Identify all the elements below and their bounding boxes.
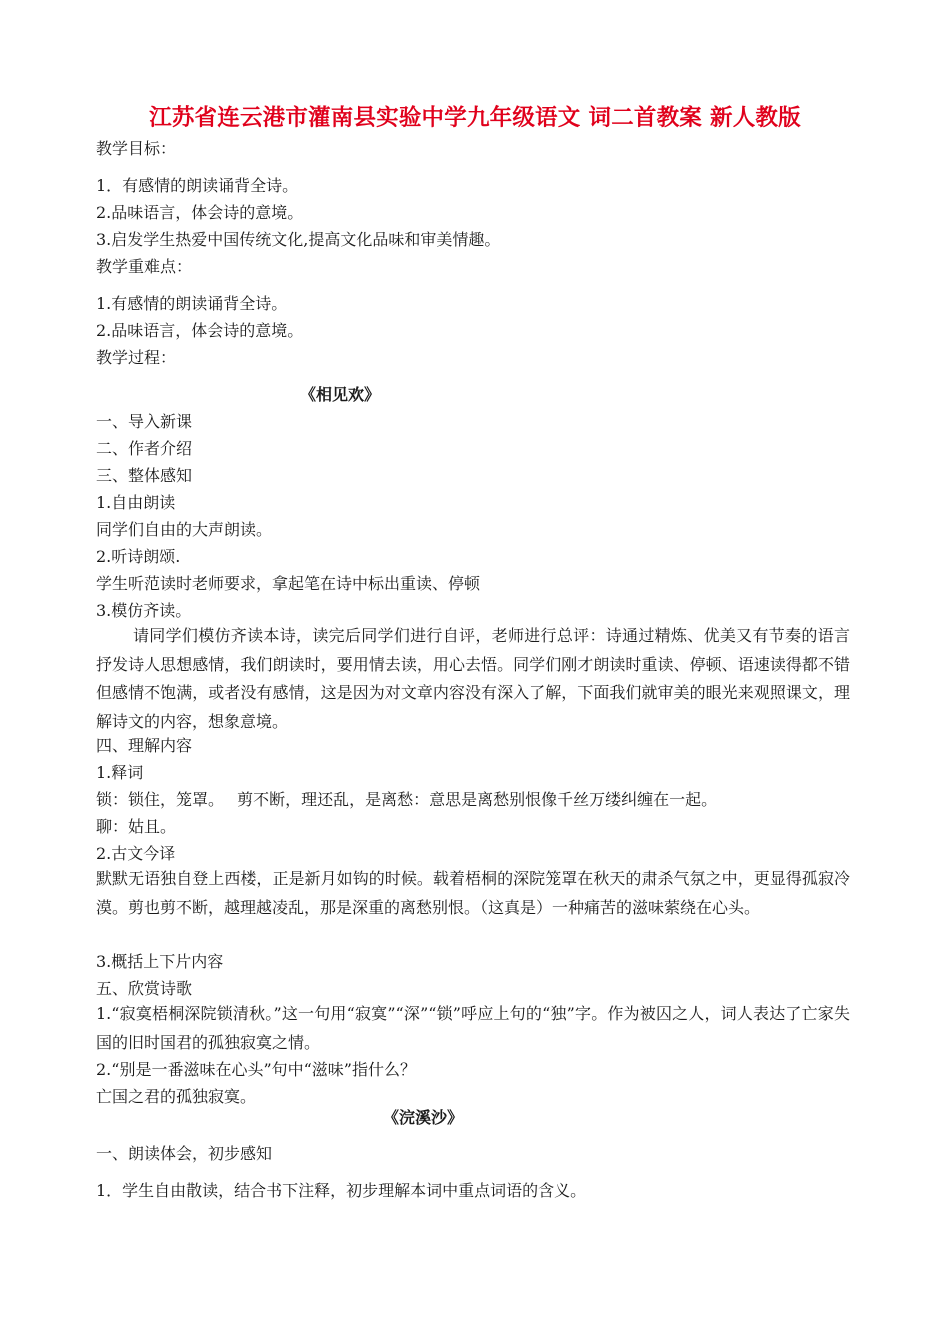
section-line: 一、导入新课 — [96, 412, 193, 431]
poem2-heading: 《浣溪沙》 — [382, 1108, 463, 1127]
key-points-label: 教学重难点： — [96, 257, 193, 276]
process-label: 教学过程： — [96, 348, 177, 367]
section-line: 3.模仿齐读。 — [96, 601, 192, 620]
section-line: 二、作者介绍 — [96, 439, 193, 458]
section-line: 三、整体感知 — [96, 466, 193, 485]
reading-paragraph: 请同学们模仿齐读本诗，读完后同学们进行自评，老师进行总评：诗通过精炼、优美又有节奏的语言抒发诗人思想感情，我们朗读时，要用情去读，用心去悟。同学们刚才朗读时重读、停顿、语速读得都不错但感情不饱满，或者没有感情，这是因为对文章内容没有深入了解，下面我们就审美的眼光来观照课文，理解诗文的内容，想象意境。 — [96, 626, 850, 731]
section-line: 1.释词 — [96, 763, 144, 782]
goal-item: 3.启发学生热爱中国传统文化,提高文化品味和审美情趣。 — [96, 230, 501, 249]
appreciation-paragraph: 1.“寂寞梧桐深院锁清秋。”这一句用“寂寞”“深”“锁”呼应上句的“独”字。作为被囚之人，词人表达了亡家失国的旧时国君的孤独寂寞之情。 — [96, 1004, 850, 1052]
section-line: 一、朗读体会，初步感知 — [96, 1144, 273, 1163]
teaching-goals-label: 教学目标： — [96, 139, 177, 158]
section-line: 锁：锁住，笼罩。 剪不断，理还乱，是离愁：意思是离愁别恨像千丝万缕纠缠在一起。 — [96, 790, 718, 809]
section-line: 同学们自由的大声朗读。 — [96, 520, 273, 539]
section-line: 3.概括上下片内容 — [96, 952, 224, 971]
goal-item: 1．有感情的朗读诵背全诗。 — [96, 176, 299, 195]
section-line: 聊：姑且。 — [96, 817, 177, 836]
translation-paragraph: 默默无语独自登上西楼，正是新月如钩的时候。载着梧桐的深院笼罩在秋天的肃杀气氛之中，更显得孤寂冷漠。剪也剪不断，越理越凌乱，那是深重的离愁别恨。（这真是）一种痛苦的滋味萦绕在心头。 — [96, 869, 850, 917]
section-line: 五、欣赏诗歌 — [96, 979, 193, 998]
document-title: 江苏省连云港市灌南县实验中学九年级语文 词二首教案 新人教版 — [149, 105, 801, 131]
key-point-item: 2.品味语言，体会诗的意境。 — [96, 321, 304, 340]
key-point-item: 1.有感情的朗读诵背全诗。 — [96, 294, 288, 313]
section-line: 2.“别是一番滋味在心头”句中“滋味”指什么？ — [96, 1060, 416, 1079]
section-line: 四、理解内容 — [96, 736, 193, 755]
section-line: 学生听范读时老师要求，拿起笔在诗中标出重读、停顿 — [96, 574, 481, 593]
goal-item: 2.品味语言，体会诗的意境。 — [96, 203, 304, 222]
section-line: 亡国之君的孤独寂寞。 — [96, 1087, 257, 1106]
section-line: 2.听诗朗颂. — [96, 547, 181, 566]
poem1-heading: 《相见欢》 — [299, 385, 380, 404]
section-line: 1.自由朗读 — [96, 493, 176, 512]
section-line: 1．学生自由散读，结合书下注释，初步理解本词中重点词语的含义。 — [96, 1181, 587, 1200]
section-line: 2.古文今译 — [96, 844, 176, 863]
